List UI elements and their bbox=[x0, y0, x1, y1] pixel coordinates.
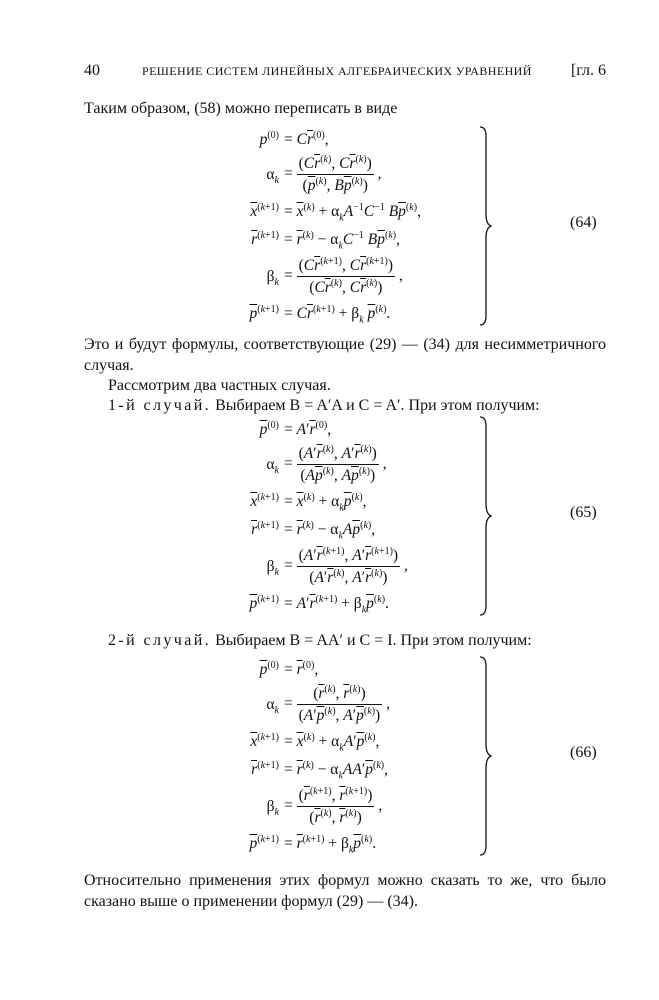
paragraph-after-64: Это и будут формулы, соответствующие (29) — (34) для несимметричного случая. bbox=[84, 336, 606, 374]
intro-paragraph: Таким образом, (58) можно переписать в виде bbox=[84, 100, 398, 117]
chapter-marker: [гл. 6 bbox=[570, 62, 606, 79]
right-brace-66 bbox=[478, 656, 492, 856]
case1-text: Выбираем B = A′A и C = A′. При этом получим: bbox=[215, 397, 540, 414]
right-brace-65 bbox=[478, 416, 492, 616]
page-number: 40 bbox=[84, 62, 100, 79]
equation-number-65: (65) bbox=[570, 504, 597, 521]
case1-label: 1-й случай. bbox=[108, 397, 212, 414]
right-brace-64 bbox=[478, 126, 492, 326]
running-title: РЕШЕНИЕ СИСТЕМ ЛИНЕЙНЫХ АЛГЕБРАИЧЕСКИХ УРАВНЕНИЙ bbox=[142, 64, 532, 78]
two-cases-paragraph: Рассмотрим два частных случая. bbox=[108, 377, 331, 394]
equation-number-64: (64) bbox=[570, 214, 597, 231]
case2-label: 2-й случай. bbox=[108, 632, 212, 649]
equation-number-66: (66) bbox=[570, 744, 597, 761]
case2-text: Выбираем B = AA′ и C = I. При этом получим: bbox=[215, 632, 532, 649]
case1-paragraph bbox=[84, 395, 606, 416]
book-page: 40 РЕШЕНИЕ СИСТЕМ ЛИНЕЙНЫХ АЛГЕБРАИЧЕСКИХ УРАВНЕНИЙ [гл. 6 Таким образом, (58) можно переписать в виде $p^{(0)}$ = $C\overline{r}^{(0)}$, $\alpha_k$ = $\frac{(C\overline{r}^{(k)}, C\overline{r}^{(k)})}{(\overline{p}^{(k)}, B\overline{p}^{(k)})}$ , $\overline{x}^{(k+1)}$ = $\overline{x}^{(k)} + \alpha_kA^{-1}C^{-1}$ $B\overline{p}^{(k)}$, $\overline{r}^{(k+1)}$ = $\overline{r}^{(k)} - \alpha_kC^{-1}$ $B\overline{p}^{(k)}$, $\beta_k$ = $\frac{(C\overline{r}^{(k+1)}, C\overline{r}^{(k+1)})}{(C\overline{r}^{(k)}, C\overline{r}^{(k)})}$ , $\overline{p}^{(k+1)}$ = $C\overline{r}^{(k+1)} + \beta_k$ $\overline{p}^{(k)}$. (64) Это и будут формулы, соответствующие (29) — (34) для несимметричного случая. Рассмотрим два частных случая. 1-й случай. Выбираем B = A′A и C = A′. При этом получим: $\overline{p}^{(0)}$ = $A'\overline{r}^{(0)}$, $\alpha_k$ = $\frac{(A'\overline{r}^{(k)}, A'\overline{r}^{(k)})}{(A\overline{p}^{(k)}, A\overline{p}^{(k)})}$ , $\overline{x}^{(k+1)}$ = $\overline{x}^{(k)} + \alpha_k\overline{p}^{(k)}$, $\overline{r}^{(k+1)}$ = $\overline{r}^{(k)} - \alpha_kA\overline{p}^{(k)}$, $\beta_k$ = $\frac{(A'\overline{r}^{(k+1)}, A'\overline{r}^{(k+1)})}{(A'\overline{r}^{(k)}, A'\overline{r}^{(k)})}$ , $\overline{p}^{(k+1)}$ = $A'\overline{r}^{(k+1)} + \beta_k\overline{p}^{(k)}$. (65) 2-й случай. Выбираем B = AA′ и C = I. При этом получим: $\overline{p}^{(0)}$ = $\overline{r}^{(0)}$, $\alpha_k$ = $\frac{(\overline{r}^{(k)}, \overline{r}^{(k)})}{(A'\overline{p}^{(k)}, A'\overline{p}^{(k)})}$ , $\overline{x}^{(k+1)}$ = $\overline{x}^{(k)} + \alpha_kA'\overline{p}^{(k)}$, $\overline{r}^{(k+1)}$ = $\overline{r}^{(k)} - \alpha_kAA'\overline{p}^{(k)}$, $\beta_k$ = $\frac{(\overline{r}^{(k+1)}, \overline{r}^{(k+1)})}{(\overline{r}^{(k)}, \overline{r}^{(k)})}$ , $\overline{p}^{(k+1)}$ = $\overline{r}^{(k+1)} + \beta_k\overline{p}^{(k)}$. (66) Относительно применения этих формул можно сказать то же, что было сказано выше о применении формул (29) — (34). bbox=[84, 62, 606, 910]
closing-paragraph: Относительно применения этих формул можно сказать то же, что было сказано выше о применении формул (29) — (34). bbox=[84, 872, 606, 910]
case2-paragraph bbox=[84, 630, 606, 651]
